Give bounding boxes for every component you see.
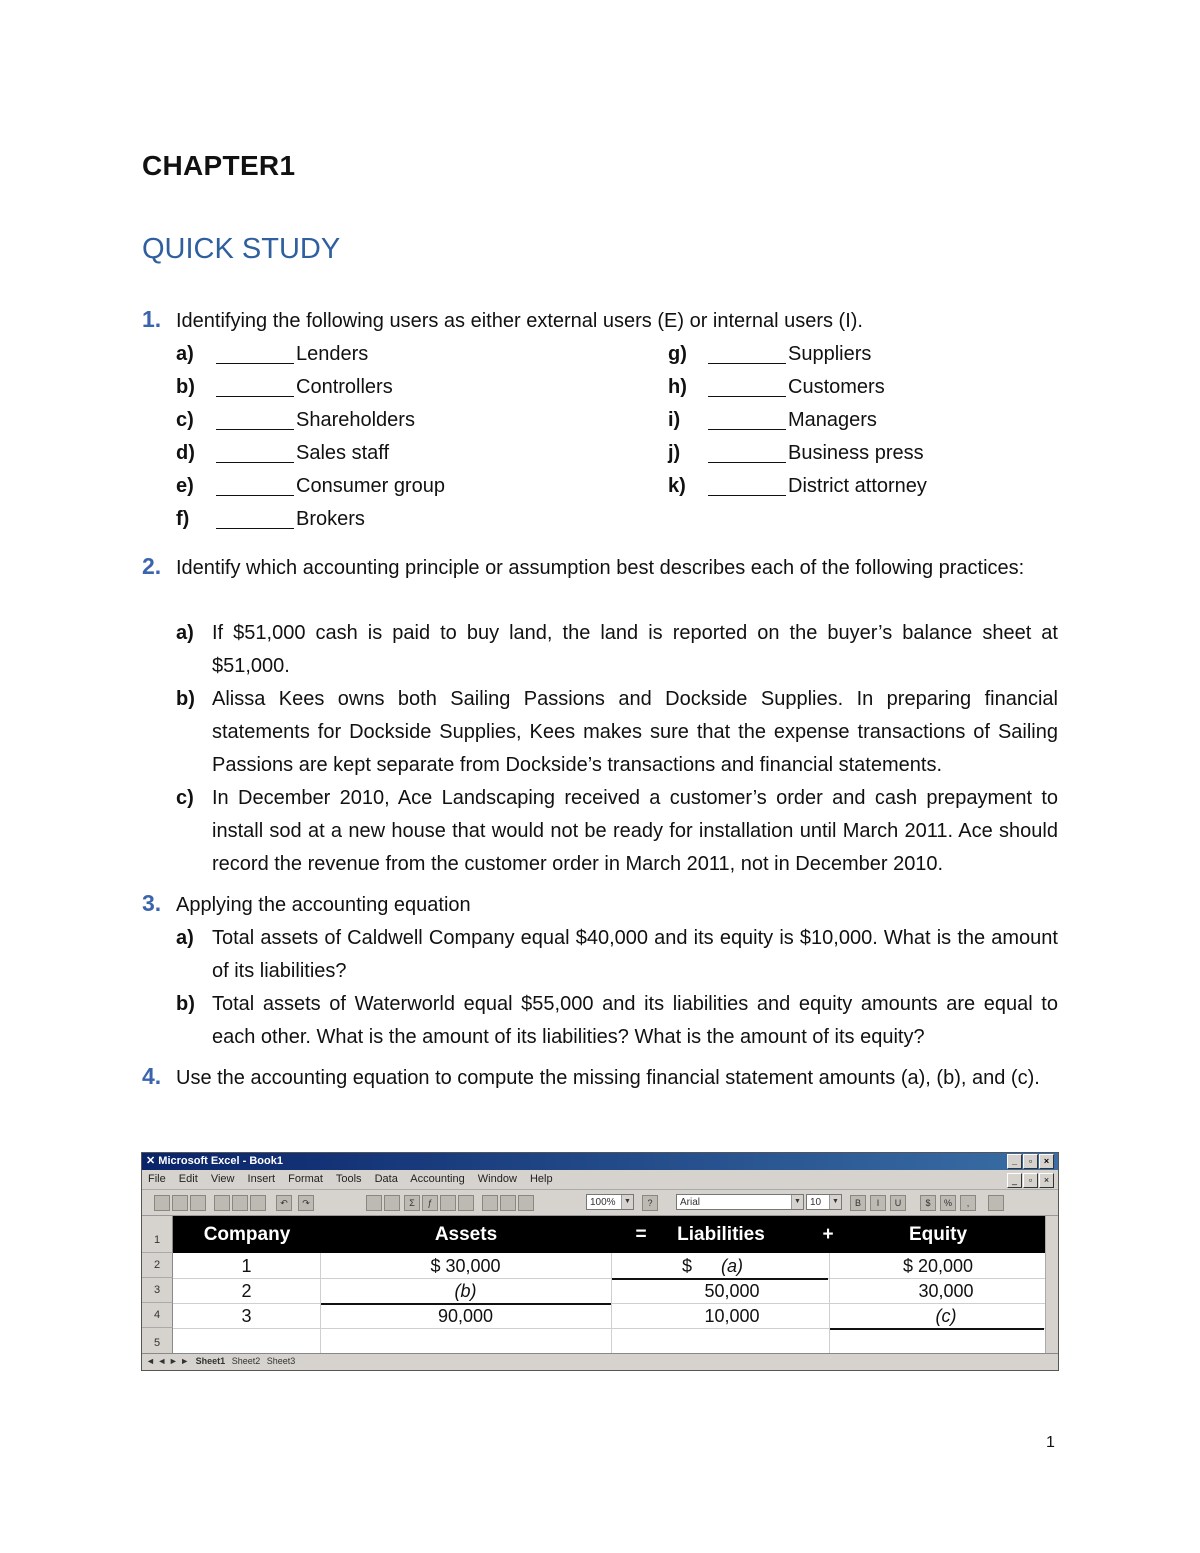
cell-equity[interactable]: $ 20,000 (902, 1256, 974, 1276)
table-header-row (173, 1216, 1045, 1253)
header-equals: = (635, 1224, 647, 1245)
increase-decimal-icon[interactable] (988, 1195, 1004, 1211)
menu-edit[interactable]: Edit (178, 1173, 198, 1185)
cell-company[interactable]: 2 (241, 1281, 252, 1301)
cell-company[interactable]: 3 (241, 1306, 252, 1326)
header-liabilities: Liabilities (677, 1224, 765, 1245)
sort-descending-icon[interactable] (458, 1195, 474, 1211)
excel-menu-bar (142, 1170, 1058, 1190)
answer-blank[interactable] (708, 440, 786, 463)
chart-wizard-icon[interactable] (482, 1195, 498, 1211)
answer-blank[interactable] (216, 473, 294, 496)
spreadsheet-grid (142, 1216, 1058, 1354)
page-number: 1 (1046, 1434, 1055, 1451)
cell-liabilities[interactable]: 50,000 (704, 1281, 760, 1301)
answer-blank[interactable] (708, 407, 786, 430)
cell-assets[interactable]: (b) (454, 1281, 477, 1301)
chevron-down-icon: ▼ (621, 1195, 633, 1209)
list-item: k) District attorney (668, 475, 927, 497)
section-heading: QUICK STUDY (142, 233, 341, 265)
question-4-text: Use the accounting equation to compute the missing financial statement amounts (a), (b), and (c). (176, 1067, 1040, 1089)
menu-view[interactable]: View (210, 1173, 235, 1185)
minimize-icon[interactable]: _ (1007, 1154, 1022, 1169)
sub-question: a) If $51,000 cash is paid to buy land, the land is reported on the buyer’s balance sheet at $51,000. (176, 622, 1058, 677)
answer-blank[interactable] (216, 440, 294, 463)
question-3-number: 3. (142, 890, 162, 916)
menu-accounting[interactable]: Accounting (410, 1173, 465, 1185)
question-1-text: Identifying the following users as either external users (E) or internal users (I). (176, 310, 863, 332)
header-assets: Assets (434, 1224, 498, 1245)
cell-equity[interactable]: (c) (935, 1306, 957, 1326)
window-title: Microsoft Excel - Book1 (158, 1155, 283, 1167)
vertical-scrollbar[interactable] (1045, 1216, 1058, 1354)
list-item: a) Lenders (176, 343, 369, 365)
minimize-icon[interactable]: _ (1007, 1173, 1022, 1188)
save-icon[interactable] (190, 1195, 206, 1211)
question-4-number: 4. (142, 1063, 162, 1089)
menu-tools[interactable]: Tools (335, 1173, 362, 1185)
question-1-number: 1. (142, 306, 162, 332)
hyperlink-icon[interactable] (384, 1195, 400, 1211)
row-header[interactable]: 5 (142, 1328, 173, 1354)
list-item: j) Business press (668, 442, 924, 464)
cell-assets[interactable]: $ 30,000 (430, 1256, 501, 1276)
cell-company[interactable]: 1 (241, 1256, 252, 1276)
map-icon[interactable] (500, 1195, 516, 1211)
print-preview-icon[interactable] (232, 1195, 248, 1211)
cell-liabilities[interactable]: 10,000 (704, 1306, 760, 1326)
cell-assets[interactable]: 90,000 (437, 1306, 494, 1326)
chevron-down-icon: ▼ (791, 1195, 803, 1209)
excel-title-bar (142, 1153, 1058, 1170)
row-header[interactable]: 3 (142, 1278, 173, 1303)
list-item: b) Controllers (176, 376, 393, 398)
help-icon[interactable]: ? (642, 1195, 658, 1211)
list-item: g) Suppliers (668, 343, 872, 365)
font-name-select[interactable]: Arial ▼ (676, 1194, 804, 1210)
new-file-icon[interactable] (154, 1195, 170, 1211)
excel-screenshot (141, 1152, 1059, 1371)
cell-liabilities[interactable]: (a) (721, 1256, 743, 1276)
list-item: i) Managers (668, 409, 877, 431)
list-item: c) Shareholders (176, 409, 415, 431)
restore-icon[interactable]: ▫ (1023, 1154, 1038, 1169)
answer-blank[interactable] (216, 506, 294, 529)
answer-blank[interactable] (708, 473, 786, 496)
sheet-tabs-bar (142, 1353, 1058, 1370)
sub-question: a) Total assets of Caldwell Company equal $40,000 and its equity is $10,000. What is the amount of its liabilities? (176, 927, 1058, 982)
open-folder-icon[interactable] (172, 1195, 188, 1211)
print-icon[interactable] (214, 1195, 230, 1211)
menu-insert[interactable]: Insert (247, 1173, 276, 1185)
spelling-icon[interactable] (250, 1195, 266, 1211)
list-item: d) Sales staff (176, 442, 390, 464)
sub-question: b) Total assets of Waterworld equal $55,000 and its liabilities and equity amounts are equal to each other. What is the amount of its liabilities? What is the amount of its equity? (176, 993, 1058, 1048)
zoom-select[interactable]: 100% ▼ (586, 1194, 634, 1210)
redo-icon[interactable]: ↷ (298, 1195, 314, 1211)
row-header[interactable]: 4 (142, 1303, 173, 1328)
chapter-title: CHAPTER1 (142, 150, 296, 181)
menu-format[interactable]: Format (288, 1173, 323, 1185)
question-2-text: Identify which accounting principle or assumption best describes each of the following practices: (176, 557, 1025, 579)
italic-icon[interactable]: I (870, 1195, 886, 1211)
excel-logo-icon: ✕ (146, 1155, 159, 1167)
close-icon[interactable]: × (1039, 1173, 1054, 1188)
drawing-icon[interactable] (518, 1195, 534, 1211)
menu-help[interactable]: Help (529, 1173, 553, 1185)
answer-blank[interactable] (216, 374, 294, 397)
row-header[interactable]: 2 (142, 1253, 173, 1278)
sub-question: c) In December 2010, Ace Landscaping received a customer’s order and cash prepayment to install sod at a new house that would not be ready for installation until March 2011. Ace should record the revenue from the customer order in March 2011, not in December 2010. (176, 787, 1058, 875)
restore-icon[interactable]: ▫ (1023, 1173, 1038, 1188)
cell-equity[interactable]: 30,000 (918, 1281, 974, 1301)
function-icon[interactable]: ƒ (422, 1195, 438, 1211)
percent-icon[interactable]: % (940, 1195, 956, 1211)
tab-sheet2[interactable]: Sheet2 (231, 1356, 261, 1366)
chevron-down-icon: ▼ (829, 1195, 841, 1209)
sort-ascending-icon[interactable] (440, 1195, 456, 1211)
menu-data[interactable]: Data (374, 1173, 398, 1185)
menu-file[interactable]: File (148, 1173, 166, 1185)
answer-blank[interactable] (216, 341, 294, 364)
currency-icon[interactable]: $ (920, 1195, 936, 1211)
answer-blank[interactable] (708, 341, 786, 364)
tab-sheet1[interactable]: Sheet1 (195, 1356, 226, 1366)
header-equity: Equity (908, 1224, 968, 1245)
list-item: f) Brokers (176, 508, 365, 530)
list-item: e) Consumer group (176, 475, 445, 497)
answer-blank[interactable] (708, 374, 786, 397)
close-icon[interactable]: × (1039, 1154, 1054, 1169)
answer-blank[interactable] (216, 407, 294, 430)
underline-icon[interactable]: U (890, 1195, 906, 1211)
sub-question: b) Alissa Kees owns both Sailing Passions and Dockside Supplies. In preparing financial statements for Dockside Supplies, Kees makes sure that the expense transactions of Sailing Passions are kept separate from Dockside’s transactions and financial statements. (176, 688, 1058, 776)
excel-toolbar (142, 1190, 1058, 1216)
autosum-icon[interactable]: Σ (404, 1195, 420, 1211)
question-2-number: 2. (142, 553, 162, 579)
sheet-nav-icon[interactable]: ◄ ◄ ► ► (146, 1356, 190, 1366)
font-size-select[interactable]: 10 ▼ (806, 1194, 842, 1210)
question-3-text: Applying the accounting equation (176, 894, 471, 916)
cell-liabilities-sign: $ (681, 1256, 692, 1276)
header-company: Company (203, 1224, 291, 1245)
undo-icon[interactable]: ↶ (276, 1195, 292, 1211)
header-plus: + (822, 1224, 834, 1245)
comma-icon[interactable]: , (960, 1195, 976, 1211)
bold-icon[interactable]: B (850, 1195, 866, 1211)
row-header[interactable]: 1 (142, 1216, 173, 1253)
web-icon[interactable] (366, 1195, 382, 1211)
list-item: h) Customers (668, 376, 885, 398)
menu-window[interactable]: Window (477, 1173, 517, 1185)
tab-sheet3[interactable]: Sheet3 (266, 1356, 296, 1366)
